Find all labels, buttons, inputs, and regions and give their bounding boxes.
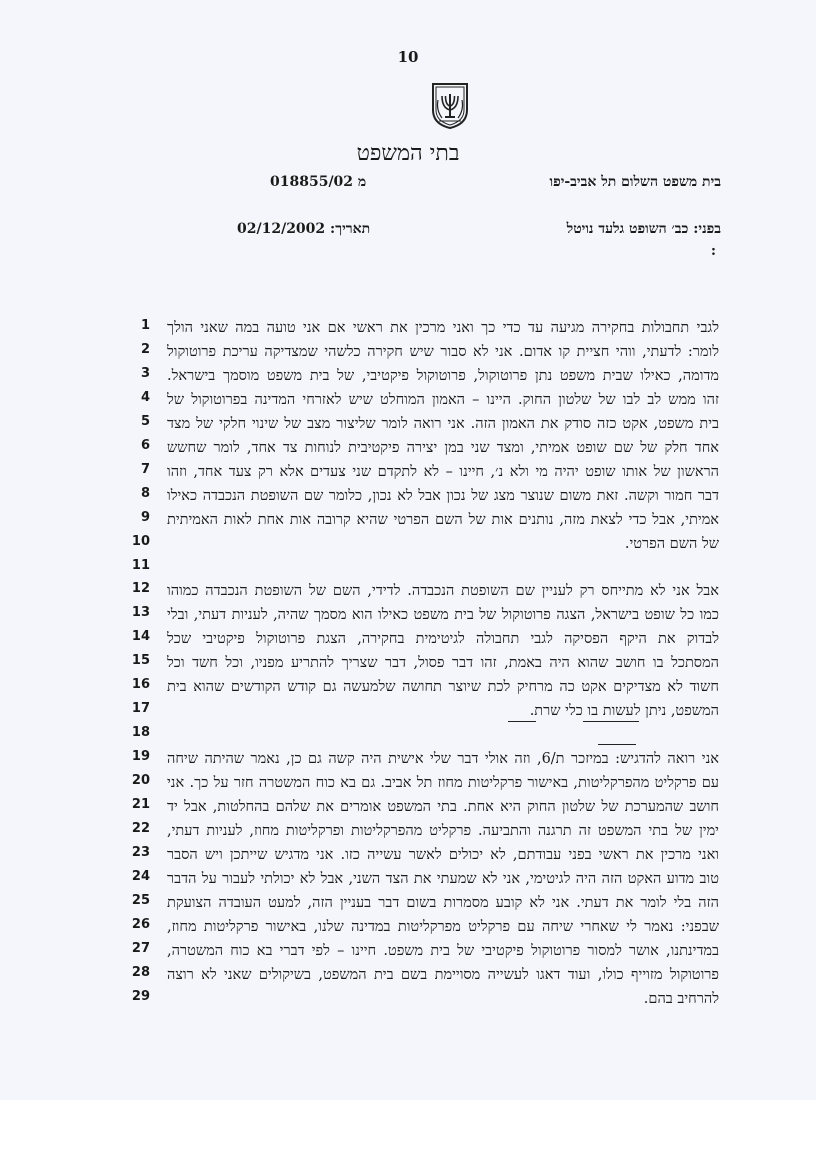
line-text: מדומה, כאילו שבית משפט נתן פרוטוקול, פרוטוקול פיקטיבי, של בית משפט מוסמך בישראל.	[167, 367, 719, 384]
line-number: 6	[140, 437, 150, 453]
text-line	[0, 845, 816, 871]
line-text: בית משפט, אקט כזה סודק את האמון הזה. אני רואה לומר שליצור מצב של שינוי חלקי של מצד	[167, 415, 719, 432]
line-text: אחד חלק של שם שופט אמיתי, ומצד שני במן יצירה פיקטיבית לנוחות צד אחד, לומר שחשש	[167, 439, 719, 456]
line-number: 20	[131, 773, 150, 789]
line-text: אני רואה להדגיש: במיזכר ת/6, וזה אולי דבר שלי אישית היה קשה גם כן, נאמר שהיתה שיחה	[167, 751, 719, 768]
line-number: 26	[131, 916, 150, 932]
line-text: המשפט, ניתן לעשות בו כלי שרת.	[529, 703, 719, 720]
state-emblem-icon	[425, 80, 475, 130]
handwritten-underline	[583, 721, 639, 722]
text-line	[0, 558, 816, 584]
text-line	[0, 797, 816, 823]
line-text: אמיתי, אבל כדי לצאת מזה, נותנים אות של השם הפרטי שהיא קרובה אות אחת לאות האמיתית	[167, 511, 719, 528]
line-number: 24	[131, 868, 150, 884]
line-number: 17	[131, 701, 150, 717]
line-number: 8	[140, 485, 150, 501]
text-line	[0, 605, 816, 631]
line-text: לגבי תחבולות בחקירה מגיעה עד כדי כך ואני מרכין את ראשי אם אני טועה במה שאני הולך	[167, 320, 719, 336]
text-line	[0, 318, 816, 344]
court-system-title: בתי המשפט	[356, 141, 460, 166]
line-number: 10	[131, 533, 150, 549]
line-text: במדינתנו, אושר למסור פרוטוקול פיקטיבי של בית משפט. חיינו – לפי דברי בא כוח המשטרה,	[167, 942, 719, 959]
line-text: הראשון של אותו שופט יהיה מי ולא נ׳, חיינו – לא לתקדם שני צעדים אלא רק צעד אחד, וזהו	[167, 463, 719, 480]
text-line	[0, 510, 816, 536]
line-number: 3	[140, 365, 150, 381]
line-number: 15	[131, 653, 150, 669]
line-text: של השם הפרטי.	[624, 535, 719, 552]
line-number: 2	[140, 341, 150, 357]
text-line	[0, 342, 816, 368]
line-text: טוב מדוע האקט הזה היה לגיטימי, אני לא שמעתי את הצד השני, אבל לא יכולתי לעבור על הדבר	[167, 870, 719, 887]
text-line	[0, 438, 816, 464]
line-text: שבפני: נאמר לי שאחרי שיחה עם פרקליט מפרקליטות במדינה שלנו, באישור פרקליטות מחוז,	[167, 918, 719, 935]
text-line	[0, 534, 816, 560]
line-text: דבר חמור וקשה. זאת משום שנוצר מצג של נכון אבל לא נכון, כלומר שם השופטת הנכבדה כאילו	[167, 487, 719, 504]
line-text: כמו כל שופט בישראל, הצגה פרוטוקול של בית משפט כאילו הוא מסמך שהיה, לעניות דעתי, ובלי	[167, 607, 719, 624]
line-text: זהו ממש לב לבו של שלטון החוק. היינו – האמון המוחלט שיש לאזרחי המדינה בפרוטוקול של	[167, 391, 719, 408]
line-text: אבל אני לא מתייחס רק לעניין שם השופטת הנכבדה. לדידי, השם של השופטת הנכבדה כמוהו	[167, 583, 719, 600]
line-number: 28	[131, 964, 150, 980]
text-line	[0, 869, 816, 895]
text-line	[0, 773, 816, 799]
handwritten-underline	[508, 721, 536, 722]
handwritten-underline	[598, 744, 636, 745]
line-text: ואני מרכין את ראשי בפני עבודתם, לא יכולים לאשר עשייה כזו. אני מדגיש שייתכן ויש הסבר	[167, 846, 719, 863]
text-line	[0, 581, 816, 607]
line-number: 25	[131, 892, 150, 908]
line-text: המסתכל בו חושב שהוא היה באמת, זהו דבר פסול, דבר שצריך להתריע מפניו, וכל חשד וכל	[167, 655, 719, 672]
text-line	[0, 629, 816, 655]
text-line	[0, 989, 816, 1015]
text-line	[0, 486, 816, 512]
text-line	[0, 701, 816, 727]
line-number: 23	[131, 844, 150, 860]
line-number: 9	[140, 509, 150, 525]
line-text: חשוד לא מצדיקים אקט כה מרחיק לכת שיוצר תחושה שלמעשה גם קודש הקודשים שהוא בית	[167, 679, 719, 696]
text-line	[0, 749, 816, 775]
line-text: להרחיב בהם.	[643, 990, 719, 1007]
line-number: 4	[140, 389, 150, 405]
line-number: 22	[131, 820, 150, 836]
line-number: 5	[140, 413, 150, 429]
line-text: לבדוק את היקף הפסיקה לגבי תחבולה לגיטימית בחקירה, הצגת פרוטוקול פיקטיבי שכל	[167, 631, 719, 648]
text-line	[0, 462, 816, 488]
line-number: 18	[131, 725, 150, 741]
date-line: תאריך: 02/12/2002	[237, 221, 371, 237]
line-text: הזה בלי לומר את דעתי. אני לא קובע מסמרות בשום דבר בעניין הזה, למעט העובדה הצועקת	[167, 894, 719, 911]
text-line	[0, 366, 816, 392]
line-number: 14	[131, 629, 150, 645]
text-line	[0, 965, 816, 991]
line-number: 11	[131, 557, 150, 573]
line-number: 21	[131, 797, 150, 812]
judge-line: בפני: כב׳ השופט גלעד נויטל	[566, 221, 721, 237]
line-number: 7	[140, 461, 150, 477]
line-text: לומר: לדעתי, ווהי חציית קו אדום. אני לא סבור שיש חקירה כלשהי שמצדיקה עריכת פרוטוקול	[167, 343, 719, 360]
text-line	[0, 653, 816, 679]
text-line	[0, 390, 816, 416]
text-line	[0, 414, 816, 440]
text-line	[0, 677, 816, 703]
text-line	[0, 725, 816, 751]
text-line	[0, 893, 816, 919]
line-number: 1	[140, 318, 150, 333]
text-line	[0, 821, 816, 847]
line-number: 13	[131, 605, 150, 621]
colon-mark: :	[710, 243, 716, 259]
court-name: בית משפט השלום תל אביב-יפו	[549, 174, 721, 190]
case-number: מ 018855/02	[270, 174, 367, 190]
line-number: 29	[131, 988, 150, 1004]
line-number: 12	[131, 581, 150, 597]
line-text: חושב שהמערכת של שלטון החוק היא אחת. בתי המשפט אומרים את שלהם בהחלטות, אבל יד	[167, 799, 719, 815]
line-number: 27	[131, 940, 150, 956]
page-number: 10	[397, 48, 419, 66]
line-text: פרוטוקול מזוייף כולו, ועוד דאגו לעשייה מסויימת בשם בית המשפט, בשיקולים שאני לא רוצה	[167, 966, 719, 983]
line-text: ימין של בתי המשפט זה תרגנה והתביעה. פרקליט מהפרקליטות ופרקליטות מחוז, לעניות דעתי,	[167, 822, 719, 839]
text-line	[0, 917, 816, 943]
line-number: 19	[131, 749, 150, 765]
line-text: עם פרקליט מהפרקליטות, באישור פרקליטות מחוז תל אביב. גם בא כוח המשטרה חזר על כך. אני	[167, 775, 719, 792]
line-number: 16	[131, 677, 150, 693]
text-line	[0, 941, 816, 967]
